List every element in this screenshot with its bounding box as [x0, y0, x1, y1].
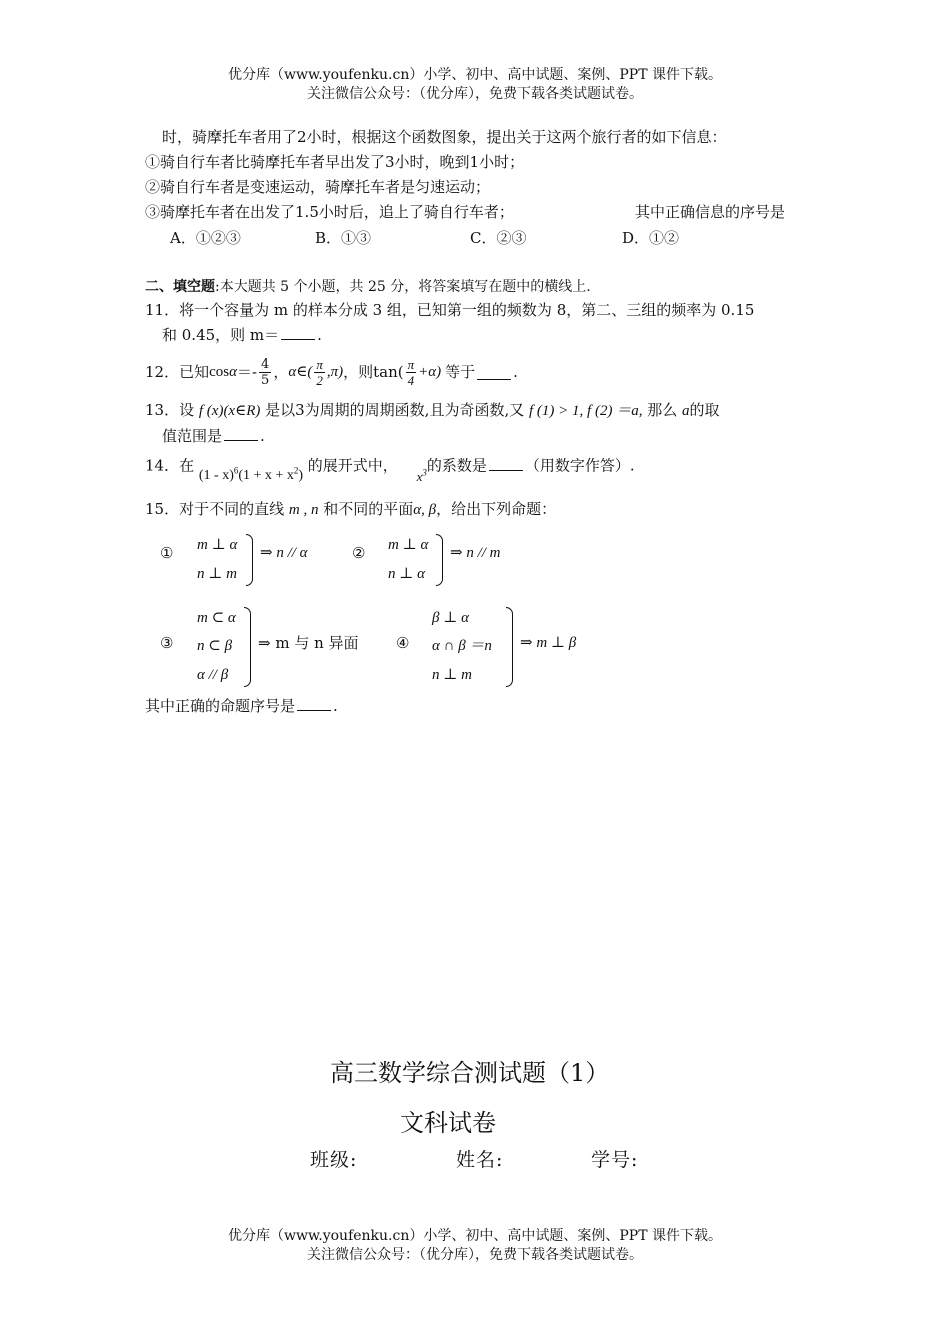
page-title: 高三数学综合测试题（1） [330, 1059, 610, 1087]
q12-frac-4-5 [259, 357, 271, 388]
q10-option-b: B．①③ [315, 229, 372, 247]
q12-alpha: α [229, 364, 237, 380]
q12 [145, 352, 518, 392]
q11-end: . [317, 326, 322, 344]
q15-end: . [333, 697, 338, 715]
q11-line-2 [162, 324, 322, 346]
footer-line-1: 优分库（www.youfenku.cn）小学、初中、高中试题、案例、PPT 课件下载。 [227, 1228, 722, 1244]
q11-text: 和 0.45，则 m＝ [162, 326, 280, 344]
q10-tail: 其中正确信息的序号是 [635, 203, 786, 221]
student-id-label: 学号: [591, 1149, 639, 1171]
q14-answer-blank [489, 456, 523, 471]
q15-p4-number: ④ [396, 634, 410, 652]
q14-x3 [417, 469, 427, 484]
q15-p3-cond-b: n ⊂ β [197, 638, 233, 654]
q14 [145, 451, 635, 484]
q15-p3-brace [244, 607, 251, 687]
q14-close: ) [298, 467, 303, 483]
q13-prefix: 13．设 [145, 401, 195, 419]
q12-in: α∈( [288, 364, 313, 380]
q12-equals: 等于 [445, 363, 476, 381]
q14-expr-1: (1 - x) [198, 467, 234, 483]
q15-p2-brace [436, 534, 443, 586]
q14-text-2: 的系数是 [426, 456, 487, 475]
q15-p4-result: ⇒ m ⊥ β [520, 635, 577, 651]
q13-text-1: 是以3为周期的周期函数,且为奇函数,又 [265, 401, 525, 419]
q15-p3-cond-c: α // β [197, 667, 229, 683]
q12-frac-pi-2 [314, 357, 325, 388]
q12-frac-pi-4 [406, 357, 417, 388]
q14-text-1: 的展开式中， [307, 456, 398, 475]
q12-den: 5 [261, 372, 270, 388]
q10-option-d: D．①② [622, 229, 680, 247]
section-2-desc: :本大题共 5 个小题，共 25 分，将答案填写在题中的横线上. [215, 279, 591, 295]
q13-answer-blank [224, 426, 258, 441]
q10-option-a: A．①②③ [170, 229, 241, 247]
footer-line-2: 关注微信公众号：（优分库），免费下载各类试题试卷。 [307, 1247, 643, 1263]
q13-line-1 [145, 399, 720, 422]
q15-p1-cond-a: m ⊥ α [197, 537, 238, 553]
q14-text-3: （用数字作答）. [524, 456, 635, 475]
q13-a: a [682, 403, 690, 419]
q15-answer-blank [297, 696, 331, 711]
q12-pi-close: ,π) [326, 364, 344, 380]
q15-p1-brace [246, 534, 253, 586]
q14-expression [198, 465, 303, 483]
q10-item-1: ①骑自行车者比骑摩托车者早出发了3小时，晚到1小时； [145, 153, 525, 171]
q12-den-4: 4 [407, 372, 415, 388]
q14-exp-2: 2 [293, 465, 299, 475]
q12-pi-num: π [316, 356, 323, 372]
q13-line-2 [162, 425, 265, 447]
q15-text-2: ，给出下列命题： [436, 500, 557, 518]
q15-p2-number: ② [352, 544, 366, 562]
q14-prefix: 14．在 [145, 456, 195, 475]
q15-text-1: 和不同的平面 [323, 500, 414, 518]
q13-line-2-text: 值范围是 [162, 427, 223, 445]
q15-p3-number: ③ [160, 634, 174, 652]
q12-prefix: 12．已知 [145, 363, 210, 381]
class-label: 班级: [310, 1149, 358, 1171]
q12-answer-blank [477, 365, 511, 380]
q15-answer-text: 其中正确的命题序号是 [145, 697, 296, 715]
q12-end: . [513, 363, 518, 381]
q11-answer-blank [281, 325, 315, 340]
q12-then: ，则 [343, 363, 374, 381]
q14-exp-6: 6 [233, 465, 239, 475]
header-line-1: 优分库（www.youfenku.cn）小学、初中、高中试题、案例、PPT 课件下载。 [227, 67, 722, 83]
q15-p3-result: ⇒ m 与 n 异面 [258, 634, 359, 652]
q15-p4-brace [506, 607, 513, 687]
q15-p1-cond-b: n ⊥ m [197, 566, 237, 582]
q13-f1: f (1) > 1, f (2) ＝a, [529, 403, 643, 419]
q10-line-1: 时，骑摩托车者用了2小时，根据这个函数图象，提出关于这两个旅行者的如下信息： [162, 128, 727, 146]
q13-end: . [260, 427, 265, 445]
q14-x: x [416, 468, 423, 484]
q15-ab: α, β [413, 502, 437, 518]
q15-p1-result: ⇒ n // α [260, 545, 308, 561]
q12-num: 4 [261, 356, 270, 372]
q15-p2-cond-a: m ⊥ α [388, 537, 429, 553]
q13-text-3: 的取 [689, 401, 720, 419]
q15-text-0: 15．对于不同的直线 [145, 500, 285, 518]
q12-tan: tan( [373, 363, 404, 381]
q15-p2-cond-b: n ⊥ α [388, 566, 425, 582]
q12-eq: ＝- [236, 363, 258, 381]
q15-p4-cond-b: α ∩ β ＝n [432, 638, 492, 654]
q15-p1-number: ① [160, 544, 174, 562]
q12-cos: cos [209, 364, 230, 380]
q12-den-2: 2 [316, 372, 323, 388]
q15-p4-cond-c: n ⊥ m [432, 667, 472, 683]
q15-p2-result: ⇒ n // m [450, 545, 501, 561]
q13-text-2: 那么 [647, 401, 678, 419]
q11-line-1: 11．将一个容量为 m 的样本分成 3 组，已知第一组的频数为 8，第二、三组的频率为 0.15 [145, 301, 755, 319]
header-line-2: 关注微信公众号：（优分库），免费下载各类试题试卷。 [307, 86, 643, 102]
q15-line-1 [145, 498, 556, 521]
q10-item-2: ②骑自行车者是变速运动，骑摩托车者是匀速运动； [145, 178, 491, 196]
q14-expr-2: (1 + x + x [238, 467, 294, 483]
q15-answer-line [145, 695, 338, 717]
q13-fx: f (x)(x∈R) [198, 403, 261, 419]
q12-pi-num-2: π [407, 356, 415, 372]
q15-mn: m , n [288, 502, 319, 518]
q12-comma: ， [273, 363, 289, 381]
name-label: 姓名: [456, 1149, 504, 1171]
q15-p3-cond-a: m ⊂ α [197, 610, 236, 626]
section-2-heading [145, 276, 591, 298]
q10-option-c: C．②③ [470, 229, 527, 247]
q12-plus-alpha: +α) [418, 364, 442, 380]
q10-item-3: ③骑摩托车者在出发了1.5小时后，追上了骑自行车者； [145, 203, 514, 221]
section-2-title: 二、填空题 [145, 279, 215, 295]
page-subtitle: 文科试卷 [400, 1109, 496, 1137]
q15-p4-cond-a: β ⊥ α [432, 610, 469, 626]
q14-exp-3: 3 [422, 467, 427, 478]
